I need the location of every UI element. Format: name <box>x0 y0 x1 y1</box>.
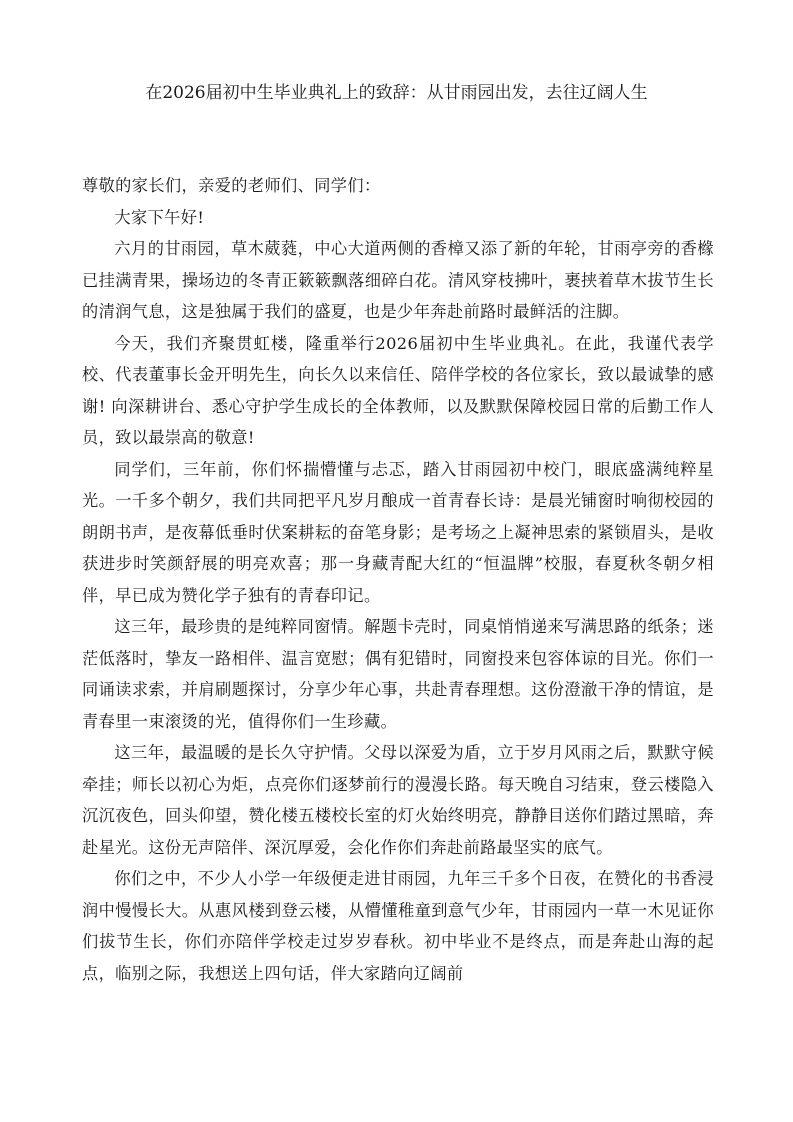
salutation: 尊敬的家长们，亲爱的老师们、同学们： <box>82 176 381 195</box>
paragraph-family-teacher-care: 这三年，最温暖的是长久守护情。父母以深爱为盾，立于岁月风雨之后，默默守候牵挂；师长以初心为炬，点亮你们逐梦前行的漫漫长路。每天晚自习结束，登云楼隐入沉沉夜色，回头仰望，赞化楼五楼校长室的灯火始终明亮，静静目送你们踏过黑暗，奔赴星光。这份无声陪伴、深沉厚爱，会化作你们奔赴前路最坚实的底气。 <box>82 743 714 857</box>
paragraph-ceremony-thanks: 今天，我们齐聚贯虹楼，隆重举行2026届初中生毕业典礼。在此，我谨代表学校、代表董事长金开明先生，向长久以来信任、陪伴学校的各位家长，致以最诚挚的感谢! 向深耕讲台、悉心守护学生成长的全体教师，以及默默保障校园日常的后勤工作人员，致以最崇高的敬意! <box>82 333 714 447</box>
paragraph-three-years-ago: 同学们，三年前，你们怀揣懵懂与忐忑，踏入甘雨园初中校门，眼底盛满纯粹星光。一千多个朝夕，我们共同把平凡岁月酿成一首青春长诗：是晨光铺窗时响彻校园的朗朗书声，是夜幕低垂时伏案耕耘的奋笔身影；是考场之上凝神思索的紧锁眉头，是收获进步时笑颜舒展的明亮欢喜；那一身藏青配大红的“恒温牌”校服，春夏秋冬朝夕相伴，早已成为赞化学子独有的青春印记。 <box>82 459 714 605</box>
paragraph-june-scenery: 六月的甘雨园，草木葳蕤，中心大道两侧的香樟又添了新的年轮，甘雨亭旁的香橼已挂满青果，操场边的冬青正簌簌飘落细碎白花。清风穿枝拂叶，裹挟着草木拔节生长的清润气息，这是独属于我们的盛夏，也是少年奔赴前路时最鲜活的注脚。 <box>82 239 714 321</box>
paragraph-nine-years: 你们之中，不少人小学一年级便走进甘雨园，九年三千多个日夜，在赞化的书香浸润中慢慢长大。从惠风楼到登云楼，从懵懂稚童到意气少年，甘雨园内一草一木见证你们拔节生长，你们亦陪伴学校走过岁岁春秋。初中毕业不是终点，而是奔赴山海的起点，临别之际，我想送上四句话，伴大家踏向辽阔前 <box>82 869 714 983</box>
paragraph-classmate-friendship: 这三年，最珍贵的是纯粹同窗情。解题卡壳时，同桌悄悄递来写满思路的纸条；迷茫低落时，挚友一路相伴、温言宽慰；偶有犯错时，同窗投来包容体谅的目光。你们一同诵读求索，并肩刷题探讨，分享少年心事，共赴青春理想。这份澄澈干净的情谊，是青春里一束滚烫的光，值得你们一生珍藏。 <box>82 617 714 731</box>
document-title: 在2026届初中生毕业典礼上的致辞：从甘雨园出发，去往辽阔人生 <box>145 83 648 103</box>
paragraph-greeting: 大家下午好! <box>114 207 205 227</box>
document-body <box>82 170 714 989</box>
